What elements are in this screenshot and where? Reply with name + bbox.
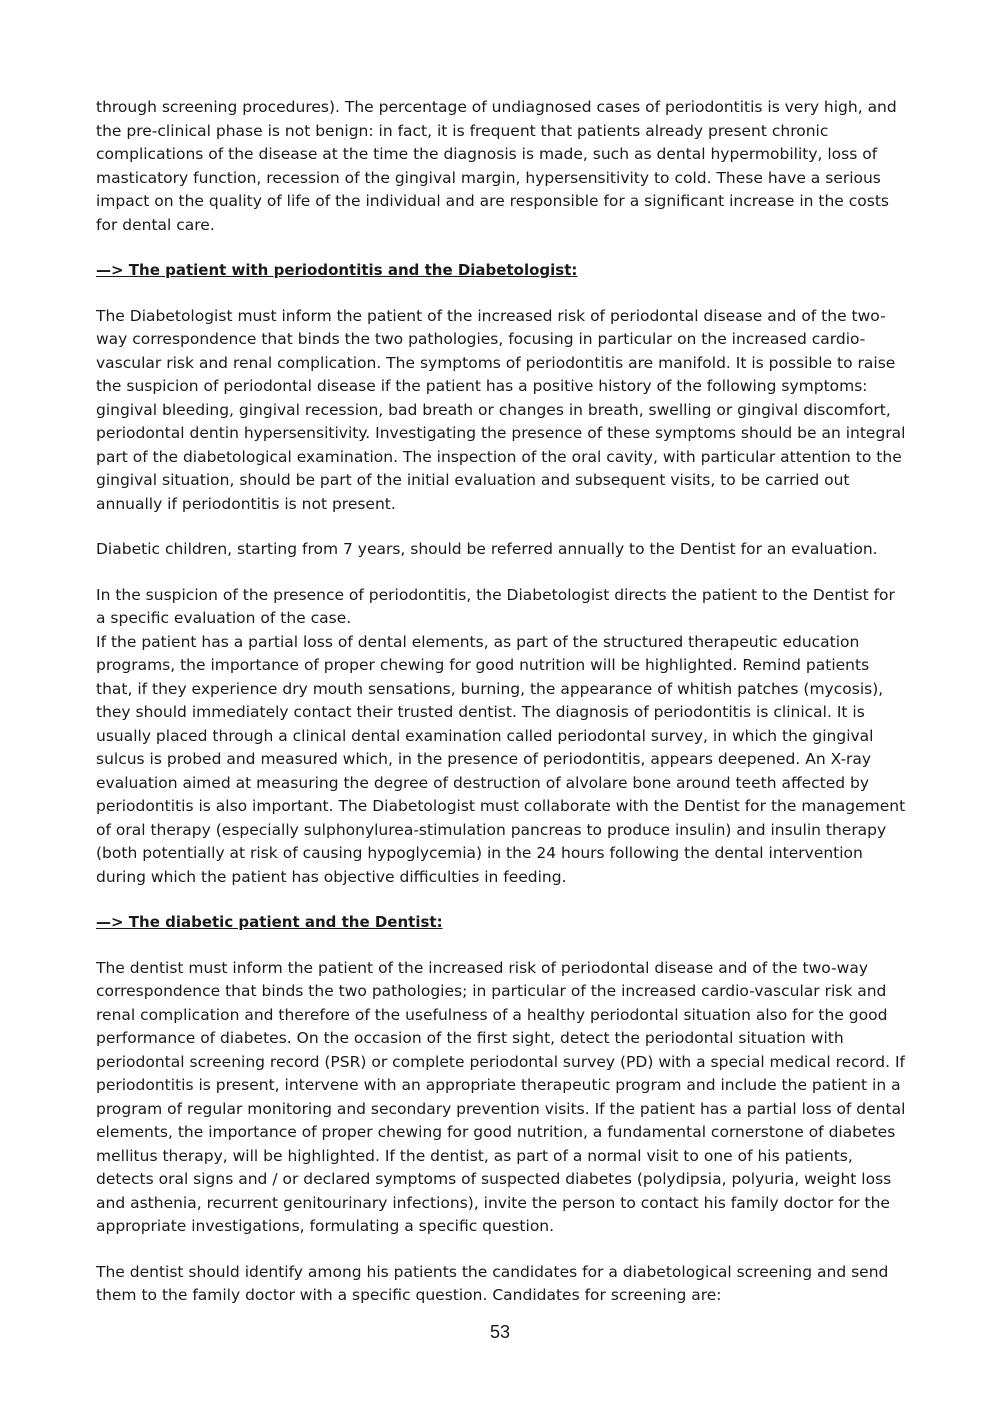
document-page: [96, 96, 908, 1308]
paragraph-screening-candidates: The dentist should identify among his patients the candidates for a diabetological screening and send them to the family doctor with a specific question. Candidates for screening are:: [96, 1262, 889, 1304]
paragraph-diabetologist-inform: The Diabetologist must inform the patient of the increased risk of periodontal disease and of the two-way correspondence that binds the two pathologies, focusing in particular on the increased cardio-vascular risk and renal complication. The symptoms of periodontitis are manifold. It is possible to raise the suspicion of periodontal disease if the patient has a positive history of the following symptoms: gingival bleeding, gingival recession, bad breath or changes in breath, swelling or gingival discomfort, periodontal dentin hypersensitivity. Investigating the presence of these symptoms should be an integral part of the diabetological examination. The inspection of the oral cavity, with particular attention to the gingival situation, should be part of the initial evaluation and subsequent visits, to be carried out annually if periodontitis is not present.: [96, 306, 906, 513]
page-number: 53: [489, 1322, 511, 1342]
section-heading-dentist: —> The diabetic patient and the Dentist:: [96, 913, 443, 931]
paragraph-suspicion-periodontitis: In the suspicion of the presence of periodontitis, the Diabetologist directs the patient to the Dentist for a specific evaluation of the case.: [96, 585, 895, 627]
section-heading-diabetologist: —> The patient with periodontitis and the Diabetologist:: [96, 261, 578, 279]
paragraph-diabetic-children: Diabetic children, starting from 7 years, should be referred annually to the Dentist for an evaluation.: [96, 540, 878, 558]
paragraph-dentist-inform: The dentist must inform the patient of the increased risk of periodontal disease and of the two-way correspondence that binds the two pathologies; in particular of the increased cardio-vascular risk and renal complication and therefore of the usefulness of a healthy periodontal situation also for the good performance of diabetes. On the occasion of the first sight, detect the periodontal situation with periodontal screening record (PSR) or complete periodontal survey (PD) with a special medical record. If periodontitis is present, intervene with an appropriate therapeutic program and include the patient in a program of regular monitoring and secondary prevention visits. If the patient has a partial loss of dental elements, the importance of proper chewing for good nutrition, a fundamental cornerstone of diabetes mellitus therapy, will be highlighted. If the dentist, as part of a normal visit to one of his patients, detects oral signs and / or declared symptoms of suspected diabetes (polydipsia, polyuria, weight loss and asthenia, recurrent genitourinary infections), invite the person to contact his family doctor for the appropriate investigations, formulating a specific question.: [96, 958, 906, 1235]
paragraph-partial-loss: If the patient has a partial loss of dental elements, as part of the structured therapeutic education programs, the importance of proper chewing for good nutrition will be highlighted. Remind patients that, if they experience dry mouth sensations, burning, the appearance of whitish patches (mycosis), they should immediately contact their trusted dentist. The diagnosis of periodontitis is clinical. It is usually placed through a clinical dental examination called periodontal survey, in which the gingival sulcus is probed and measured which, in the presence of periodontitis, appears deepened. An X-ray evaluation aimed at measuring the degree of destruction of alvolare bone around teeth affected by periodontitis is also important. The Diabetologist must collaborate with the Dentist for the management of oral therapy (especially sulphonylurea-stimulation pancreas to produce insulin) and insulin therapy (both potentially at risk of causing hypoglycemia) in the 24 hours following the dental intervention during which the patient has objective difficulties in feeding.: [96, 632, 906, 886]
intro-paragraph: through screening procedures). The percentage of undiagnosed cases of periodontitis is very high, and the pre-clinical phase is not benign: in fact, it is frequent that patients already present chronic complications of the disease at the time the diagnosis is made, such as dental hypermobility, loss of masticatory function, recession of the gingival margin, hypersensitivity to cold. These have a serious impact on the quality of life of the individual and are responsible for a significant increase in the costs for dental care.: [96, 98, 897, 234]
